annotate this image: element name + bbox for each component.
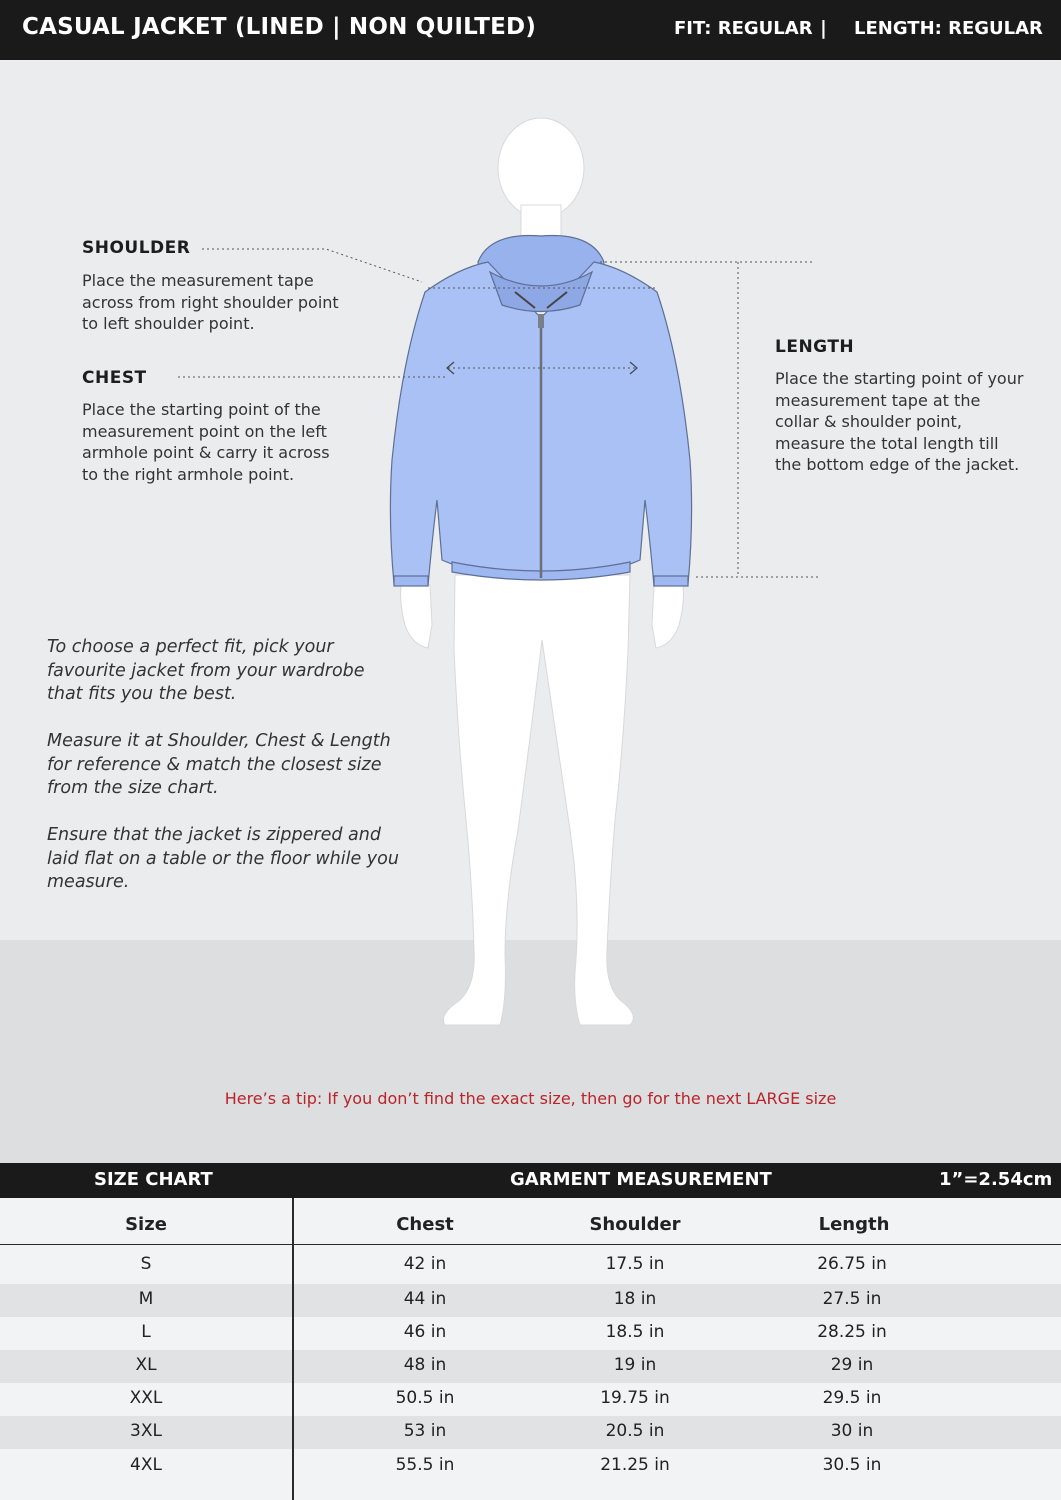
length-description (775, 368, 1023, 476)
length-line: collar & shoulder point, (775, 412, 962, 431)
cell-chest: 46 in (403, 1322, 447, 1342)
cell-size: L (141, 1322, 151, 1342)
size-tip: Here’s a tip: If you don’t find the exact size, then go for the next LARGE size (224, 1089, 837, 1108)
table-row (0, 1383, 1061, 1416)
cell-size: XL (135, 1355, 157, 1375)
cell-length: 28.25 in (817, 1322, 887, 1342)
shoulder-line: across from right shoulder point (82, 292, 339, 312)
cell-chest: 50.5 in (395, 1388, 455, 1408)
advice-line: from the size chart. (47, 778, 219, 798)
advice-paragraph-1 (47, 636, 407, 707)
fit-label: FIT: REGULAR (674, 18, 813, 39)
cell-chest: 53 in (403, 1421, 447, 1441)
advice-line: for reference & match the closest size (47, 754, 382, 775)
advice-paragraph-2 (47, 730, 407, 801)
table-row (0, 1450, 1061, 1483)
chest-heading: CHEST (82, 368, 147, 388)
advice-line: Ensure that the jacket is zippered and (47, 825, 381, 845)
cell-size: XXL (129, 1388, 163, 1408)
table-row (0, 1317, 1061, 1350)
cell-length: 26.75 in (817, 1254, 887, 1274)
length-line: Place the starting point of your (775, 369, 1024, 388)
chest-description (82, 399, 330, 485)
cell-chest: 44 in (403, 1289, 447, 1309)
garment-measurement-title: GARMENT MEASUREMENT (510, 1169, 772, 1190)
advice-line: favourite jacket from your wardrobe (47, 660, 365, 681)
chest-line: measurement point on the left (82, 421, 327, 441)
advice-paragraph-3 (47, 824, 407, 895)
cell-length: 29.5 in (822, 1388, 882, 1408)
cell-chest: 42 in (403, 1254, 447, 1274)
chest-line: to the right armhole point. (82, 464, 295, 484)
advice-line: To choose a perfect fit, pick your (47, 637, 334, 657)
cell-chest: 55.5 in (395, 1455, 455, 1475)
length-line: the bottom edge of the jacket. (775, 455, 1020, 474)
cell-shoulder: 17.5 in (605, 1254, 665, 1274)
advice-line: measure. (47, 872, 130, 892)
cell-shoulder: 19.75 in (600, 1388, 670, 1408)
cell-length: 29 in (830, 1355, 874, 1375)
shoulder-line: Place the measurement tape (82, 271, 314, 290)
unit-conversion: 1”=2.54cm (939, 1169, 1053, 1190)
column-header-chest: Chest (396, 1214, 454, 1235)
cell-shoulder: 19 in (613, 1355, 657, 1375)
chest-line: Place the starting point of the (82, 400, 321, 419)
advice-line: laid flat on a table or the floor while you (47, 848, 399, 869)
cell-size: 4XL (130, 1455, 162, 1475)
advice-line: that fits you the best. (47, 684, 237, 704)
column-header-shoulder: Shoulder (589, 1214, 681, 1235)
cell-chest: 48 in (403, 1355, 447, 1375)
cell-size: 3XL (130, 1421, 162, 1441)
table-row (0, 1284, 1061, 1317)
cell-length: 27.5 in (822, 1289, 882, 1309)
table-column-headers (0, 1198, 1061, 1245)
column-header-size: Size (125, 1214, 167, 1235)
cell-shoulder: 18 in (613, 1289, 657, 1309)
size-chart-title: SIZE CHART (94, 1169, 213, 1190)
length-heading: LENGTH (775, 337, 855, 357)
shoulder-line: to left shoulder point. (82, 314, 255, 333)
cell-size: M (138, 1289, 154, 1309)
length-label: LENGTH: REGULAR (854, 18, 1043, 39)
cell-shoulder: 18.5 in (605, 1322, 665, 1342)
table-row (0, 1249, 1061, 1282)
length-line: measure the total length till (775, 433, 999, 453)
advice-line: Measure it at Shoulder, Chest & Length (47, 731, 391, 751)
column-divider (292, 1198, 294, 1500)
length-line: measurement tape at the (775, 390, 981, 410)
header-separator: | (820, 17, 827, 39)
cell-size: S (140, 1254, 152, 1274)
table-row (0, 1416, 1061, 1449)
shoulder-heading: SHOULDER (82, 238, 191, 258)
size-chart-table (0, 1198, 1061, 1500)
cell-length: 30 in (830, 1421, 874, 1441)
header-bar (0, 0, 1061, 60)
size-chart-header (0, 1163, 1061, 1198)
page-title: CASUAL JACKET (LINED | NON QUILTED) (22, 14, 537, 40)
table-row (0, 1350, 1061, 1383)
column-header-length: Length (818, 1214, 890, 1235)
cell-length: 30.5 in (822, 1455, 882, 1475)
chest-line: armhole point & carry it across (82, 443, 330, 462)
shoulder-description (82, 270, 339, 335)
cell-shoulder: 20.5 in (605, 1421, 665, 1441)
cell-shoulder: 21.25 in (600, 1455, 670, 1475)
